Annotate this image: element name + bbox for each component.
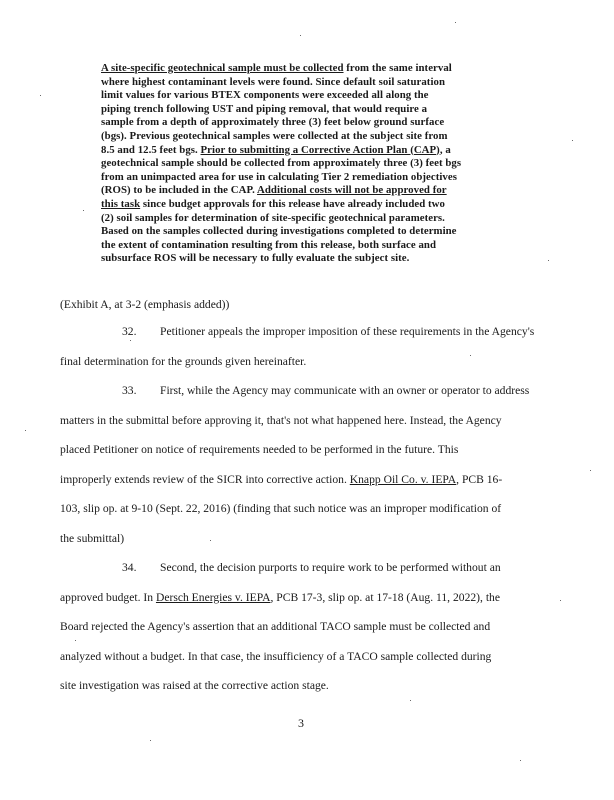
paragraph-34-line-4: analyzed without a budget. In that case, the insufficiency of a TACO sample collected during (60, 649, 492, 663)
quote-underline-3: Additional costs will not be approved for (257, 184, 447, 197)
paragraph-33 (60, 376, 546, 554)
case-citation-tail: , PCB 16- (456, 472, 503, 486)
quote-line-4: piping trench following UST and piping removal, that would require a (101, 102, 428, 115)
quote-underline-4: this task (101, 197, 141, 210)
paragraph-34 (60, 553, 546, 701)
paragraph-text: improperly extends review of the SICR into corrective action. (60, 472, 350, 486)
paragraph-number: 32. (122, 325, 137, 338)
quote-line-7-tail: , a (439, 143, 451, 156)
paragraph-34-line-3: Board rejected the Agency's assertion that an additional TACO sample must be collected and (60, 620, 491, 634)
quote-line-11-tail: since budget approvals for this release have already included two (140, 197, 445, 210)
quote-line-10 (101, 184, 513, 198)
quote-line-8: geotechnical sample should be collected from approximately three (3) feet bgs (101, 157, 462, 170)
paragraph-32 (60, 317, 546, 376)
quote-line-5: sample from a depth of approximately three (3) feet below ground surface (101, 116, 445, 129)
quote-line-13: Based on the samples collected during investigations completed to determine (101, 225, 457, 238)
quote-line-3: limit values for various BTEX components were exceeded all along the (101, 89, 429, 102)
quote-line-7-head: 8.5 and 12.5 feet bgs. (101, 143, 201, 156)
paragraph-text: First, while the Agency may communicate with an owner or operator to address (160, 384, 530, 397)
paragraph-34-line-5: site investigation was raised at the corrective action stage. (60, 679, 329, 693)
paragraph-33-line-6: the submittal) (60, 531, 125, 545)
paragraph-number: 34. (122, 561, 137, 574)
quote-line-10-head: (ROS) to be included in the CAP. (101, 184, 258, 197)
exhibit-citation: (Exhibit A, at 3-2 (emphasis added)) (60, 298, 230, 311)
paragraph-33-line-5: 103, slip op. at 9-10 (Sept. 22, 2016) (finding that such notice was an improper modification of (60, 502, 502, 516)
paragraph-33-line-4 (60, 465, 546, 495)
quote-line-12: (2) soil samples for determination of site-specific geotechnical parameters. (101, 211, 445, 224)
quote-underline-1: A site-specific geotechnical sample must be collected (101, 62, 344, 74)
paragraph-text: Petitioner appeals the improper imposition of these requirements in the Agency's (160, 325, 535, 338)
paragraph-34-line-1 (60, 553, 546, 583)
paragraph-32-line-2: final determination for the grounds given hereinafter. (60, 354, 307, 368)
quote-line-9: from an unimpacted area for use in calculating Tier 2 remediation objectives (101, 170, 457, 183)
quote-underline-2: Prior to submitting a Corrective Action Plan (CAP) (200, 143, 440, 156)
quote-line-14: the extent of contamination resulting from this release, both surface and (101, 238, 437, 251)
case-citation-tail: , PCB 17-3, slip op. at 17-18 (Aug. 11, 2022), the (270, 590, 500, 604)
paragraph-number: 33. (122, 384, 137, 397)
page-number: 3 (298, 716, 304, 730)
quote-line-15: subsurface ROS will be necessary to fully evaluate the subject site. (101, 252, 410, 265)
paragraph-text: Second, the decision purports to require work to be performed without an (160, 561, 501, 574)
paragraph-text: approved budget. In (60, 590, 156, 604)
paragraph-34-line-2 (60, 583, 546, 613)
quote-line-2: where highest contaminant levels were found. Since default soil saturation (101, 75, 446, 88)
case-citation-dersch: Dersch Energies v. IEPA (155, 590, 271, 604)
paragraph-33-line-1 (60, 376, 546, 406)
quote-line-7 (101, 144, 513, 158)
paragraph-32-line-1 (60, 317, 546, 347)
paragraph-33-line-3: placed Petitioner on notice of requirements needed to be performed in the future. This (60, 443, 459, 457)
paragraph-33-line-2: matters in the submittal before approving it, that's not what happened here. Instead, the Agency (60, 413, 502, 427)
quote-line-11 (101, 198, 513, 212)
case-citation-knapp: Knapp Oil Co. v. IEPA (349, 472, 457, 486)
block-quote (101, 62, 513, 266)
quote-line-6: (bgs). Previous geotechnical samples were collected at the subject site from (101, 129, 448, 142)
quote-line-1: A site-specific geotechnical sample must be collected from the same interval (101, 62, 452, 74)
